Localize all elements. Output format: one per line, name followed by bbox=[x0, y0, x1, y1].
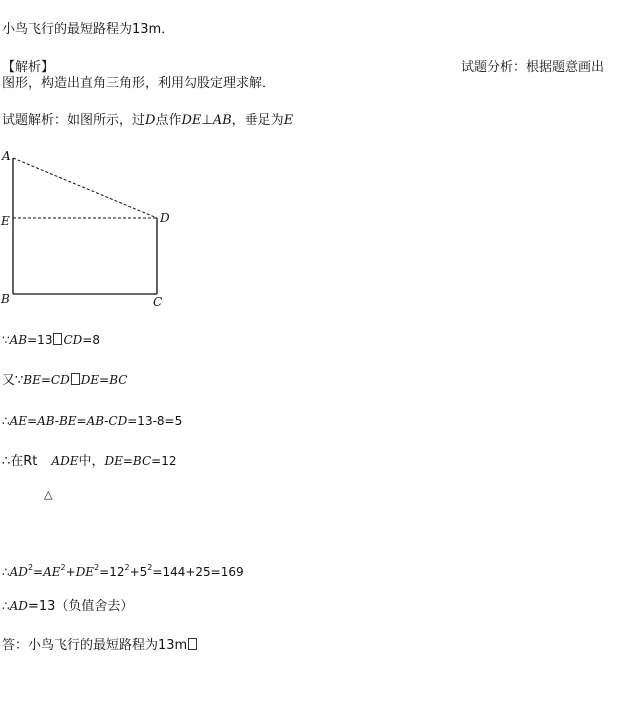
final-answer bbox=[2, 638, 198, 654]
square: 2 bbox=[147, 563, 153, 572]
triangle-symbol: △ bbox=[44, 488, 53, 501]
de: DE bbox=[80, 373, 100, 387]
label-b: B bbox=[1, 292, 10, 306]
analysis-label: 试题分析：根据题意画出 bbox=[461, 60, 605, 75]
missing-glyph bbox=[71, 373, 80, 385]
step-3 bbox=[2, 413, 182, 429]
be: BE bbox=[58, 414, 77, 428]
dashed-ad-line bbox=[13, 158, 157, 218]
ab: AB bbox=[9, 333, 28, 347]
label-d: D bbox=[160, 211, 170, 225]
answer-line: 小鸟飞行的最短路程为13m． bbox=[2, 22, 175, 37]
plus: + bbox=[65, 565, 76, 579]
intro-chuizu: ，垂足为 bbox=[231, 113, 284, 128]
eq: = bbox=[122, 454, 133, 468]
eq-8: =8 bbox=[82, 333, 100, 347]
plus-5: +5 bbox=[129, 565, 148, 579]
ad: AD bbox=[9, 599, 28, 613]
missing-glyph bbox=[188, 638, 197, 650]
ab: AB bbox=[86, 414, 105, 428]
cd: CD bbox=[63, 333, 83, 347]
label-e: E bbox=[1, 214, 10, 228]
therefore-symbol: ∴ bbox=[2, 414, 10, 428]
eq: = bbox=[99, 373, 110, 387]
label-c: C bbox=[153, 295, 163, 309]
square: 2 bbox=[60, 563, 66, 572]
eq-12: =12 bbox=[99, 565, 125, 579]
intro-prefix: 试题解析：如图所示，过 bbox=[2, 113, 146, 128]
eq: = bbox=[33, 565, 44, 579]
de: DE bbox=[104, 454, 123, 468]
ae: AE bbox=[43, 565, 61, 579]
step-5 bbox=[2, 560, 244, 580]
step-1 bbox=[2, 332, 100, 348]
geometry-figure bbox=[0, 148, 190, 313]
be: BE bbox=[23, 373, 41, 387]
result: =13（负值舍去） bbox=[27, 599, 134, 614]
segment-de: DE bbox=[181, 113, 202, 128]
step-2 bbox=[2, 372, 127, 389]
bc: BC bbox=[132, 454, 152, 468]
ad: AD bbox=[9, 565, 28, 579]
ae: AE bbox=[9, 414, 28, 428]
solution-intro bbox=[2, 113, 293, 129]
bc: BC bbox=[109, 373, 128, 387]
ab: AB bbox=[37, 414, 55, 428]
also-because: 又∵ bbox=[2, 373, 24, 388]
because-symbol: ∵ bbox=[2, 333, 10, 347]
eq: = bbox=[76, 414, 87, 428]
eq-12: =12 bbox=[151, 454, 177, 468]
result: =144+25=169 bbox=[152, 565, 244, 579]
zhong: 中， bbox=[78, 454, 105, 469]
therefore-symbol: ∴ bbox=[2, 565, 10, 579]
square: 2 bbox=[94, 563, 100, 572]
cd: CD bbox=[50, 373, 70, 387]
therefore-in-rt: ∴在Rt bbox=[2, 454, 38, 469]
ade: ADE bbox=[51, 454, 79, 468]
final-text: 答：小鸟飞行的最短路程为13m bbox=[2, 638, 188, 653]
perp-symbol: ⊥ bbox=[201, 113, 213, 128]
label-a: A bbox=[2, 149, 11, 163]
square: 2 bbox=[27, 563, 34, 572]
step-4 bbox=[2, 453, 176, 470]
analysis-continuation: 图形，构造出直角三角形，利用勾股定理求解． bbox=[2, 76, 276, 91]
segment-ab: AB bbox=[212, 113, 232, 128]
point-d: D bbox=[145, 113, 156, 128]
therefore-symbol: ∴ bbox=[2, 599, 10, 613]
missing-glyph bbox=[53, 333, 62, 345]
minus: - bbox=[54, 414, 59, 428]
eq-13: =13 bbox=[27, 333, 53, 347]
step-6 bbox=[2, 598, 133, 615]
de: DE bbox=[75, 565, 95, 579]
jiexi-heading: 【解析】 bbox=[2, 60, 55, 75]
minus: - bbox=[104, 414, 109, 428]
square: 2 bbox=[124, 563, 130, 572]
intro-dianzuo: 点作 bbox=[155, 113, 182, 128]
point-e: E bbox=[283, 113, 294, 128]
eq: = bbox=[27, 414, 38, 428]
result: =13-8=5 bbox=[127, 414, 183, 428]
eq: = bbox=[40, 373, 51, 387]
cd: CD bbox=[108, 414, 128, 428]
